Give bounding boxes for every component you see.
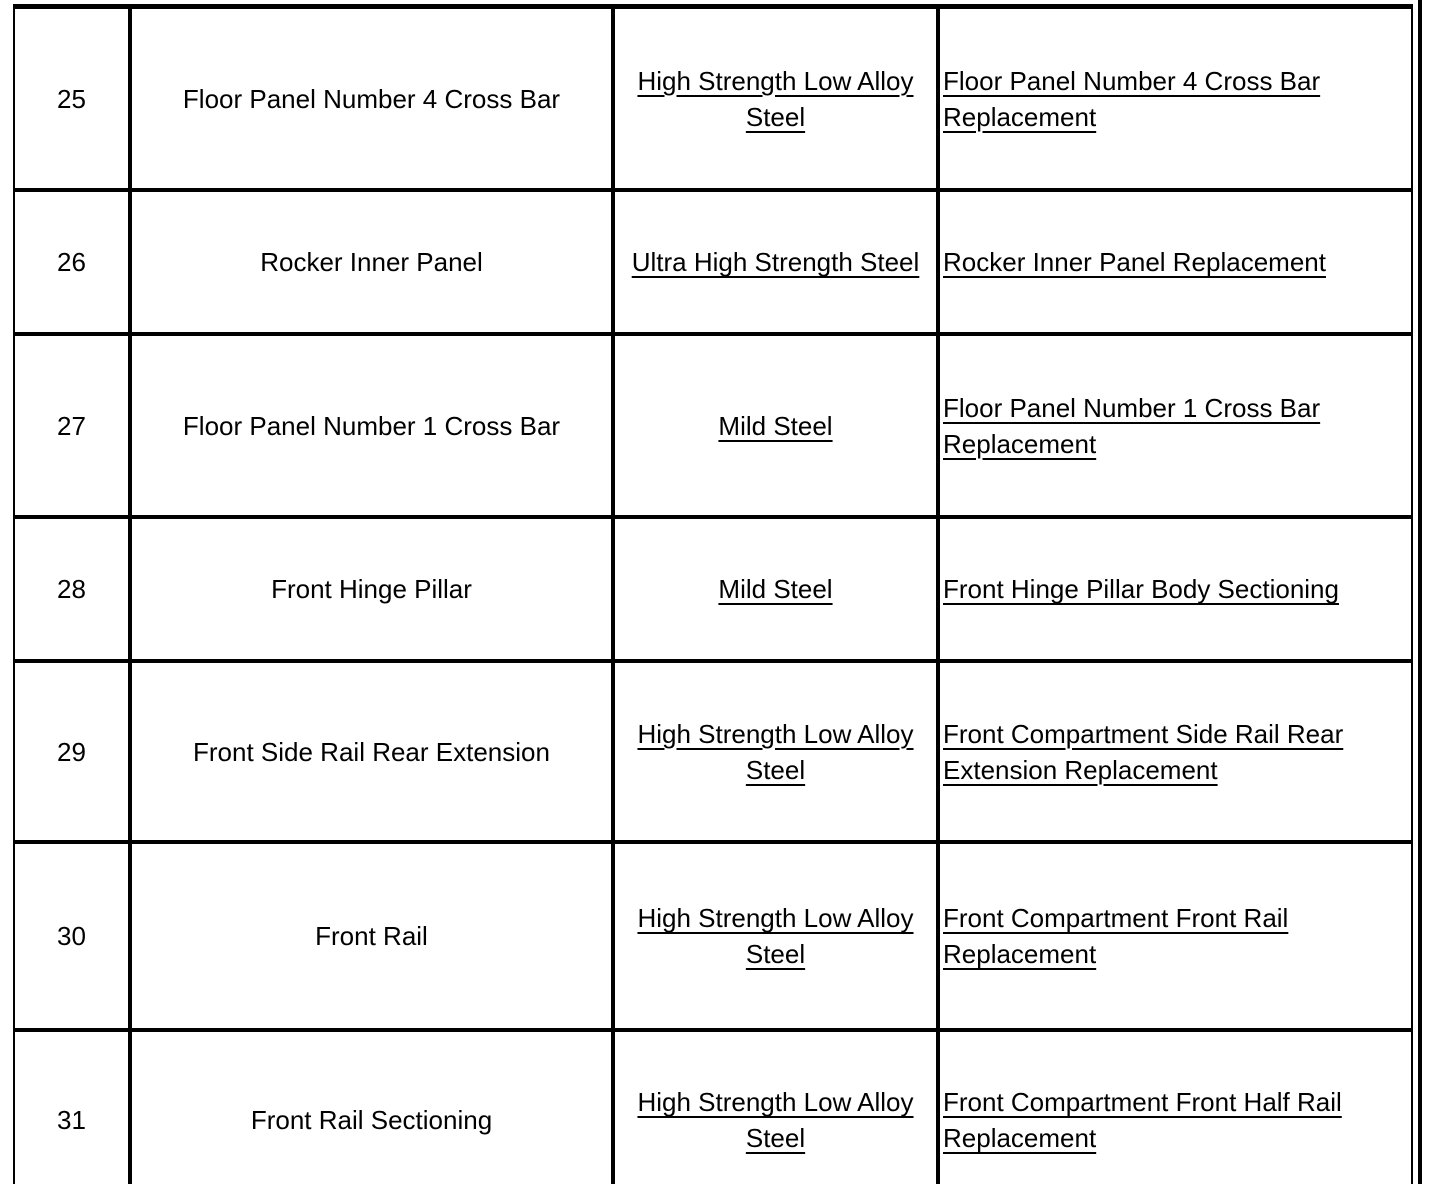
table-row: [13, 1030, 1413, 1184]
part-name-cell: Floor Panel Number 4 Cross Bar: [130, 4, 613, 190]
steel-type-link[interactable]: High Strength Low Alloy Steel: [637, 903, 914, 969]
parts-steel-table: [13, 4, 1413, 1184]
row-number-cell: 25: [13, 4, 130, 190]
procedure-cell: [938, 661, 1413, 842]
row-number-cell: 27: [13, 334, 130, 517]
part-name-cell: Floor Panel Number 1 Cross Bar: [130, 334, 613, 517]
row-number-cell: 29: [13, 661, 130, 842]
steel-type-link[interactable]: Mild Steel: [718, 410, 833, 441]
procedure-link[interactable]: Floor Panel Number 4 Cross Bar Replacement: [943, 65, 1321, 132]
steel-type-cell: [613, 517, 938, 661]
procedure-link[interactable]: Front Compartment Front Half Rail Replacement: [943, 1087, 1342, 1153]
table-row: [13, 661, 1413, 842]
steel-type-cell: [613, 661, 938, 842]
row-number-cell: 31: [13, 1030, 130, 1184]
steel-type-cell: [613, 4, 938, 190]
part-name-cell: Front Side Rail Rear Extension: [130, 661, 613, 842]
table-row: [13, 190, 1413, 334]
procedure-link[interactable]: Front Compartment Front Rail Replacement: [943, 903, 1289, 969]
part-name-cell: Front Rail: [130, 842, 613, 1030]
steel-type-link[interactable]: Ultra High Strength Steel: [631, 247, 920, 277]
steel-type-cell: [613, 842, 938, 1030]
steel-type-cell: [613, 334, 938, 517]
steel-type-link[interactable]: High Strength Low Alloy Steel: [637, 1087, 914, 1153]
table-row: [13, 4, 1413, 190]
procedure-cell: [938, 517, 1413, 661]
steel-type-link[interactable]: High Strength Low Alloy Steel: [637, 65, 914, 132]
row-number-cell: 28: [13, 517, 130, 661]
row-number-cell: 30: [13, 842, 130, 1030]
steel-type-cell: [613, 190, 938, 334]
table-row: [13, 517, 1413, 661]
steel-type-cell: [613, 1030, 938, 1184]
table-outer-right-border: [1418, 0, 1422, 1184]
row-number-cell: 26: [13, 190, 130, 334]
procedure-link[interactable]: Front Hinge Pillar Body Sectioning: [943, 574, 1339, 604]
procedure-cell: [938, 4, 1413, 190]
part-name-cell: Front Rail Sectioning: [130, 1030, 613, 1184]
procedure-link[interactable]: Front Compartment Side Rail Rear Extension Replacement: [943, 718, 1344, 785]
part-name-cell: Front Hinge Pillar: [130, 517, 613, 661]
steel-type-link[interactable]: High Strength Low Alloy Steel: [637, 718, 914, 785]
steel-type-link[interactable]: Mild Steel: [718, 574, 833, 604]
table-row: [13, 842, 1413, 1030]
procedure-cell: [938, 190, 1413, 334]
procedure-link[interactable]: Floor Panel Number 1 Cross Bar Replacement: [943, 392, 1321, 459]
part-name-cell: Rocker Inner Panel: [130, 190, 613, 334]
procedure-cell: [938, 842, 1413, 1030]
table-row: [13, 334, 1413, 517]
procedure-link[interactable]: Rocker Inner Panel Replacement: [943, 247, 1326, 277]
procedure-cell: [938, 334, 1413, 517]
procedure-cell: [938, 1030, 1413, 1184]
